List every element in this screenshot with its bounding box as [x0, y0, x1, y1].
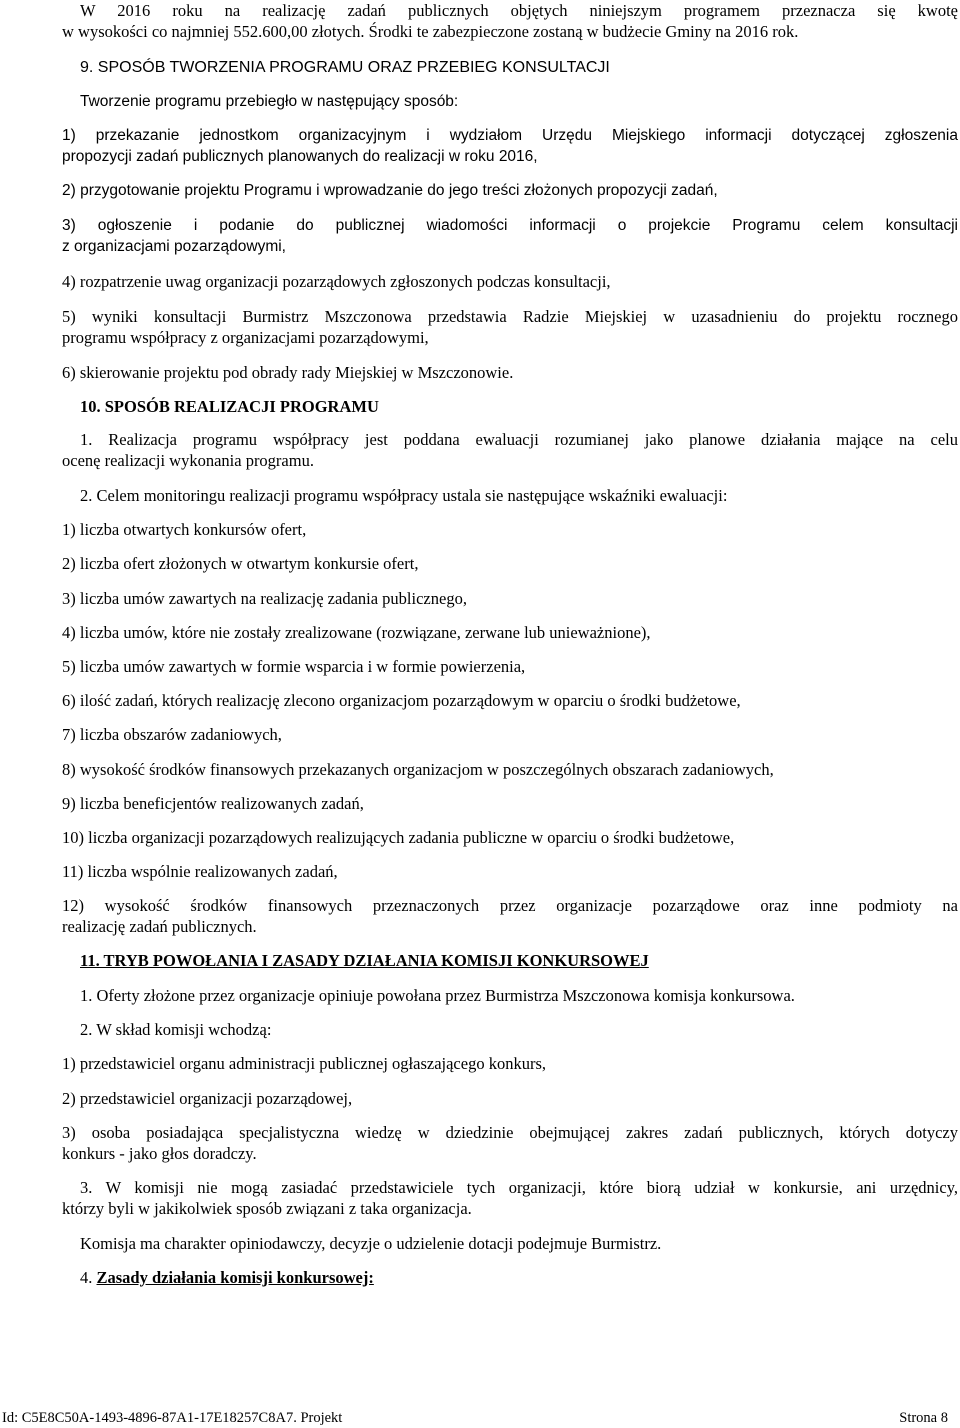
- s9-item-1-line-2: propozycji zadań publicznych planowanych do realizacji w roku 2016,: [62, 148, 538, 165]
- s9-item-3-line-2: z organizacjami pozarządowymi,: [62, 238, 286, 255]
- s10-p1-line-1: 1. Realizacja programu współpracy jest poddana ewaluacji rozumianej jako planowe działania mające na celu: [80, 430, 958, 449]
- s9-item-5-line-1: 5) wyniki konsultacji Burmistrz Mszczonowa przedstawia Radzie Miejskiej w uzasadnieniu do projektu rocznego: [62, 307, 958, 326]
- s11-p2: 2. W skład komisji wchodzą:: [80, 1020, 272, 1039]
- s11-p3-line-2: którzy byli w jakikolwiek sposób związani z taka organizacja.: [62, 1199, 472, 1218]
- footer-document-id: Id: C5E8C50A-1493-4896-87A1-17E18257C8A7. Projekt: [2, 1410, 343, 1426]
- s11-item-3-line-1: 3) osoba posiadająca specjalistyczna wiedzę w dziedzinie obejmującej zakres zadań publicznych, których dotyczy: [62, 1123, 958, 1142]
- s10-item-9: 9) liczba beneficjentów realizowanych zadań,: [62, 794, 364, 813]
- s11-p4: Komisja ma charakter opiniodawczy, decyzje o udzielenie dotacji podejmuje Burmistrz.: [80, 1234, 662, 1253]
- section-11-heading: 11. TRYB POWOŁANIA I ZASADY DZIAŁANIA KOMISJI KONKURSOWEJ: [80, 951, 649, 970]
- s11-item-1: 1) przedstawiciel organu administracji publicznej ogłaszającego konkurs,: [62, 1054, 546, 1073]
- s10-item-2: 2) liczba ofert złożonych w otwartym konkursie ofert,: [62, 554, 419, 573]
- s9-item-3-line-1: 3) ogłoszenie i podanie do publicznej wiadomości informacji o projekcie Programu celem konsultacji: [62, 217, 958, 234]
- s10-item-1: 1) liczba otwartych konkursów ofert,: [62, 520, 307, 539]
- s10-item-10: 10) liczba organizacji pozarządowych realizujących zadania publiczne w oparciu o środki budżetowe,: [62, 828, 735, 847]
- s11-p5: [80, 1267, 958, 1288]
- s11-item-2: 2) przedstawiciel organizacji pozarządowej,: [62, 1089, 353, 1108]
- s11-p5-number: 4.: [80, 1268, 93, 1287]
- s9-item-5-line-2: programu współpracy z organizacjami pozarządowymi,: [62, 328, 429, 347]
- s10-item-6: 6) ilość zadań, których realizację zlecono organizacjom pozarządowym w oparciu o środki budżetowe,: [62, 691, 741, 710]
- s10-item-4: 4) liczba umów, które nie zostały zrealizowane (rozwiązane, zerwane lub unieważnione),: [62, 623, 651, 642]
- section-9-lead: Tworzenie programu przebiegło w następujący sposób:: [80, 93, 459, 110]
- s10-item-8: 8) wysokość środków finansowych przekazanych organizacjom w poszczególnych obszarach zadaniowych,: [62, 760, 774, 779]
- section-9-heading: 9. SPOSÓB TWORZENIA PROGRAMU ORAZ PRZEBIEG KONSULTACJI: [80, 59, 610, 76]
- s11-p1: 1. Oferty złożone przez organizacje opiniuje powołana przez Burmistrza Mszczonowa komisja konkursowa.: [80, 986, 795, 1005]
- s9-item-1-line-1: 1) przekazanie jednostkom organizacyjnym i wydziałom Urzędu Miejskiego informacji dotyczącej zgłoszenia: [62, 127, 958, 144]
- s10-item-11: 11) liczba wspólnie realizowanych zadań,: [62, 862, 338, 881]
- s9-item-6: 6) skierowanie projektu pod obrady rady Miejskiej w Mszczonowie.: [62, 363, 514, 382]
- s10-item-7: 7) liczba obszarów zadaniowych,: [62, 725, 282, 744]
- intro-line-1: W 2016 roku na realizację zadań publicznych objętych niniejszym programem przeznacza się kwotę: [80, 1, 958, 20]
- s10-item-12-line-1: 12) wysokość środków finansowych przeznaczonych przez organizacje pozarządowe oraz inne podmioty na: [62, 896, 958, 915]
- s10-item-5: 5) liczba umów zawartych w formie wsparcia i w formie powierzenia,: [62, 657, 526, 676]
- s10-p1-line-2: ocenę realizacji wykonania programu.: [62, 451, 314, 470]
- s11-item-3-line-2: konkurs - jako głos doradczy.: [62, 1144, 257, 1163]
- s10-item-12-line-2: realizację zadań publicznych.: [62, 917, 257, 936]
- section-10-heading: 10. SPOSÓB REALIZACJI PROGRAMU: [80, 397, 379, 416]
- s9-item-2: 2) przygotowanie projektu Programu i wprowadzanie do jego treści złożonych propozycji zadań,: [62, 182, 718, 199]
- s10-item-3: 3) liczba umów zawartych na realizację zadania publicznego,: [62, 589, 467, 608]
- s9-item-4: 4) rozpatrzenie uwag organizacji pozarządowych zgłoszonych podczas konsultacji,: [62, 272, 611, 291]
- footer-page-number: Strona 8: [899, 1410, 948, 1426]
- intro-line-2: w wysokości co najmniej 552.600,00 złotych. Środki te zabezpieczone zostaną w budżecie Gminy na 2016 rok.: [62, 22, 799, 41]
- s11-p5-text: Zasady działania komisji konkursowej:: [96, 1268, 374, 1287]
- s11-p3-line-1: 3. W komisji nie mogą zasiadać przedstawiciele tych organizacji, które biorą udział w konkursie, ani urzędnicy,: [80, 1178, 958, 1197]
- s10-p2: 2. Celem monitoringu realizacji programu współpracy ustala sie następujące wskaźniki ewaluacji:: [80, 486, 728, 505]
